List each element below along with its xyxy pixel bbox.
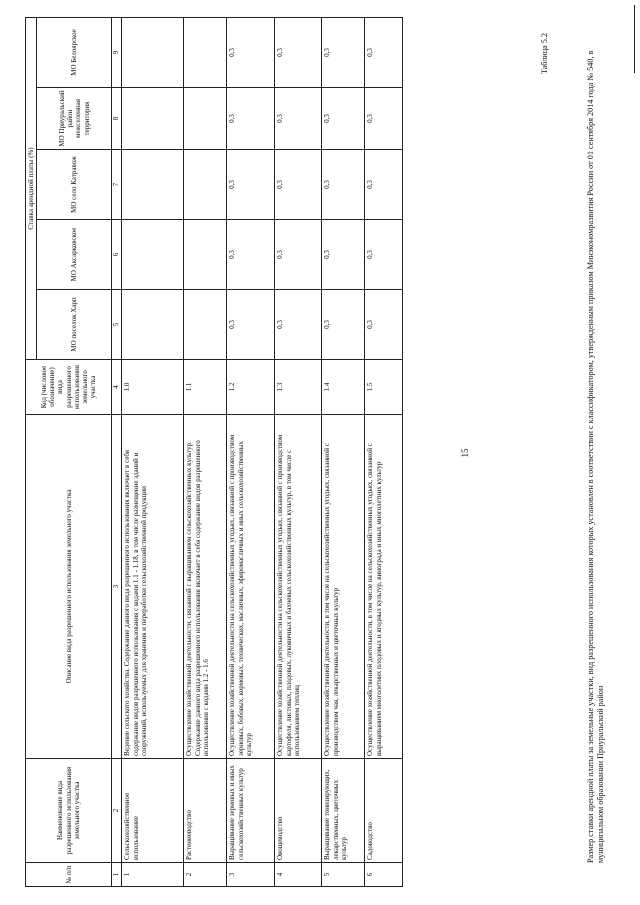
row-code: 1.2 bbox=[227, 360, 275, 415]
row-description: Осуществление хозяйственной деятельности, в том числе на сельскохозяйственных угодьях, связанной с производством чая, лекарственных и цветочных культур bbox=[322, 415, 365, 759]
column-number: 9 bbox=[112, 17, 122, 87]
row-name: Овощеводство bbox=[275, 759, 322, 863]
row-code: 1.3 bbox=[275, 360, 322, 415]
column-number: 3 bbox=[112, 415, 122, 759]
rate-cell: 0,3 bbox=[365, 17, 403, 87]
table-row bbox=[227, 17, 275, 886]
rent-rate-table bbox=[25, 17, 403, 887]
row-name: Сельскохозяйственное использование bbox=[122, 759, 184, 863]
header-mo-harp: МО поселок Харп bbox=[37, 290, 112, 360]
column-number: 6 bbox=[112, 220, 122, 290]
header-mo-beloyarsk: МО Белоярское bbox=[37, 17, 112, 87]
header-mo-katravozh: МО село Катравож bbox=[37, 150, 112, 220]
header-code: Код (числовое обозначение) вида разрешенного использования земельного участка bbox=[26, 360, 112, 415]
row-num: 5 bbox=[322, 863, 365, 887]
rate-cell: 0,3 bbox=[365, 150, 403, 220]
row-name: Выращивание тонизирующих, лекарственных, цветочных культур bbox=[322, 759, 365, 863]
rate-cell bbox=[184, 17, 227, 87]
rate-cell: 0,3 bbox=[322, 17, 365, 87]
table-row bbox=[365, 17, 403, 886]
row-description: Ведение сельского хозяйства. Содержание данного вида разрешенного использования включает в себя содержание видов разрешенного использования с кодами 1.1 - 1.18, в том числе размещение зданий и сооружений, используемых для хранения и переработки сельскохозяйственной продукции bbox=[122, 415, 184, 759]
rate-cell: 0,3 bbox=[227, 150, 275, 220]
column-number: 7 bbox=[112, 150, 122, 220]
column-number-row bbox=[112, 17, 122, 886]
row-num: 3 bbox=[227, 863, 275, 887]
row-code: 1.1 bbox=[184, 360, 227, 415]
rate-cell: 0,3 bbox=[322, 88, 365, 150]
rate-cell bbox=[184, 220, 227, 290]
row-code: 1.4 bbox=[322, 360, 365, 415]
rate-cell: 0,3 bbox=[322, 220, 365, 290]
rate-cell bbox=[184, 88, 227, 150]
page-number: 15 bbox=[460, 448, 470, 458]
rate-cell: 0,3 bbox=[365, 88, 403, 150]
table-row bbox=[275, 17, 322, 886]
rate-cell bbox=[122, 150, 184, 220]
row-name: Садоводство bbox=[365, 759, 403, 863]
row-num: 4 bbox=[275, 863, 322, 887]
rate-cell bbox=[184, 150, 227, 220]
row-num: 2 bbox=[184, 863, 227, 887]
column-number: 8 bbox=[112, 88, 122, 150]
table-row bbox=[184, 17, 227, 886]
header-row-top bbox=[26, 17, 37, 886]
row-description: Осуществление хозяйственной деятельности, в том числе на сельскохозяйственных угодьях, связанной с выращиванием многолетних плодовых и ягодных культур, винограда и иных многолетних культур bbox=[365, 415, 403, 759]
rate-cell: 0,3 bbox=[275, 290, 322, 360]
rate-cell: 0,3 bbox=[322, 290, 365, 360]
row-description: Осуществление хозяйственной деятельности, связанной с выращиванием сельскохозяйственных культур. Содержание данного вида разрешенного использования включает в себя содержание видов разрешенного использования с кодами 1.2 - 1.6 bbox=[184, 415, 227, 759]
rate-cell: 0,3 bbox=[365, 220, 403, 290]
rate-cell bbox=[122, 88, 184, 150]
rate-cell: 0,3 bbox=[275, 88, 322, 150]
row-description: Осуществление хозяйственной деятельности на сельскохозяйственных угодьях, связанной с производством картофеля, листовых, плодовых, луковичных и бахчевых сельскохозяйственных культур, в том числе с использованием теплиц bbox=[275, 415, 322, 759]
row-code: 1.0 bbox=[122, 360, 184, 415]
header-rule bbox=[634, 5, 635, 73]
rate-cell: 0,3 bbox=[275, 17, 322, 87]
rate-cell: 0,3 bbox=[365, 290, 403, 360]
header-name: Наименование вида разрешенного использования земельного участка bbox=[26, 759, 112, 863]
table-row bbox=[322, 17, 365, 886]
header-mo-interdistrict: МО Приуральский район межселенная территория bbox=[37, 88, 112, 150]
header-description: Описание вида разрешенного использования земельного участка bbox=[26, 415, 112, 759]
row-name: Выращивание зерновых и иных сельскохозяйственных культур bbox=[227, 759, 275, 863]
row-name: Растениеводство bbox=[184, 759, 227, 863]
column-number: 5 bbox=[112, 290, 122, 360]
rate-cell bbox=[122, 220, 184, 290]
rate-cell: 0,3 bbox=[227, 220, 275, 290]
rate-cell bbox=[184, 290, 227, 360]
rate-cell bbox=[122, 290, 184, 360]
rate-cell bbox=[122, 17, 184, 87]
column-number: 4 bbox=[112, 360, 122, 415]
column-number: 1 bbox=[112, 863, 122, 887]
header-num: № п/п bbox=[26, 863, 112, 887]
row-code: 1.5 bbox=[365, 360, 403, 415]
rate-cell: 0,3 bbox=[275, 220, 322, 290]
rate-cell: 0,3 bbox=[275, 150, 322, 220]
rate-cell: 0,3 bbox=[227, 88, 275, 150]
row-num: 6 bbox=[365, 863, 403, 887]
header-mo-aksarka: МО Аксарковское bbox=[37, 220, 112, 290]
rate-cell: 0,3 bbox=[227, 17, 275, 87]
row-num: 1 bbox=[122, 863, 184, 887]
table-caption: Размер ставки арендной платы за земельные участки, вид разрешенного использования которых установлен в соответствии с классификатором, утвержденным приказом Минэкономразвития России от 01 сентября 2014 года № 540, в муниципальном образовании Приуральский район bbox=[586, 50, 605, 863]
column-number: 2 bbox=[112, 759, 122, 863]
table-row bbox=[122, 17, 184, 886]
rate-cell: 0,3 bbox=[227, 290, 275, 360]
rate-cell: 0,3 bbox=[322, 150, 365, 220]
table-number: Таблица 5.2 bbox=[540, 33, 549, 75]
row-description: Осуществление хозяйственной деятельности на сельскохозяйственных угодьях, связанной с производством зерновых, бобовых, кормовых, технических, масличных, эфиромасличных и иных сельскохозяйственных культур bbox=[227, 415, 275, 759]
header-rate-group: Ставка арендной платы (%) bbox=[26, 17, 37, 359]
